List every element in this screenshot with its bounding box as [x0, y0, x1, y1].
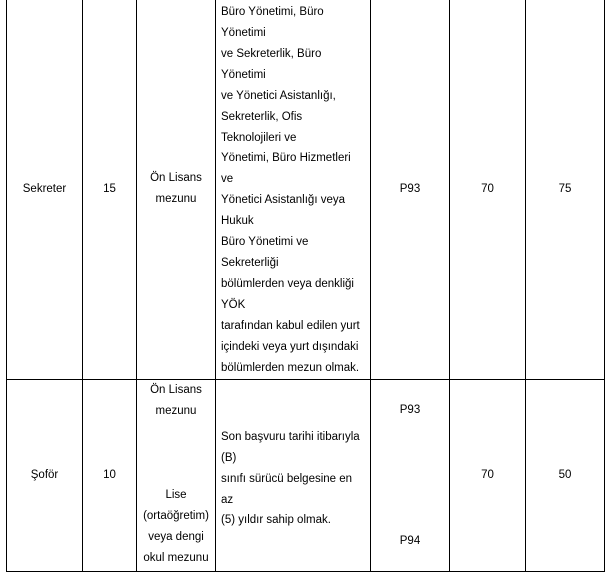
requirement-line: tarafından kabul edilen yurt [221, 319, 360, 332]
score-type: P94 [399, 534, 421, 547]
requirement-line: bölümlerden veya denkliği YÖK [221, 277, 354, 311]
min-score: 70 [481, 468, 494, 481]
requirement-line: içindeki veya yurt dışındaki [221, 340, 359, 353]
count-cell [83, 0, 137, 379]
requirement-cell [216, 379, 371, 571]
position-name: Şoför [30, 468, 59, 481]
table-row-sekreter [7, 0, 605, 379]
education-cell [137, 379, 216, 571]
requirement-line: (5) yıldır sahip olmak. [221, 514, 331, 527]
score-type: P93 [399, 182, 421, 195]
min-score-cell [450, 379, 526, 571]
education-line: okul mezunu [143, 551, 209, 564]
education-line: Lise [165, 488, 187, 501]
position-count: 10 [103, 468, 116, 481]
min-score-cell [450, 0, 526, 379]
requirement-line: ve Yönetici Asistanlığı, [221, 89, 336, 102]
education-line: Ön Lisans [150, 383, 202, 396]
requirement-line: Sekreterlik, Ofis Teknolojileri ve [221, 110, 303, 144]
requirement-line: Büro Yönetimi, Büro Yönetimi [221, 6, 324, 39]
score-type-cell [371, 0, 450, 379]
requirement-line: ve Sekreterlik, Büro Yönetimi [221, 47, 322, 81]
position-cell [7, 0, 83, 379]
education-line: Ön Lisans [150, 172, 202, 185]
education-line: (ortaöğretim) [143, 509, 209, 522]
requirement-line: Yönetimi, Büro Hizmetleri ve [221, 152, 351, 186]
value: 50 [558, 468, 572, 481]
value: 75 [558, 182, 572, 195]
requirement-cell [216, 0, 371, 379]
requirement-line: bölümlerden mezun olmak. [221, 361, 360, 374]
position-cell [7, 379, 83, 571]
value-cell [526, 0, 605, 379]
positions-table [6, 0, 605, 572]
score-type-cell [371, 379, 450, 571]
education-line: mezunu [155, 404, 197, 417]
position-count: 15 [103, 182, 116, 195]
education-top [137, 380, 215, 422]
education-line: mezunu [155, 193, 197, 206]
table-row-sofor [7, 379, 605, 571]
education-cell [137, 0, 216, 379]
min-score: 70 [481, 182, 494, 195]
requirement-line: sınıfı sürücü belgesine en az [221, 472, 353, 506]
count-cell [83, 379, 137, 571]
position-name: Sekreter [22, 182, 67, 195]
requirement-line: Son başvuru tarihi itibarıyla (B) [221, 430, 360, 464]
value-cell [526, 379, 605, 571]
requirement-line: Büro Yönetimi ve Sekreterliği [221, 236, 309, 270]
score-type: P93 [399, 403, 421, 416]
education-bottom [137, 485, 215, 569]
requirement-line: Yönetici Asistanlığı veya Hukuk [221, 194, 346, 228]
education-line: veya dengi [148, 530, 204, 543]
